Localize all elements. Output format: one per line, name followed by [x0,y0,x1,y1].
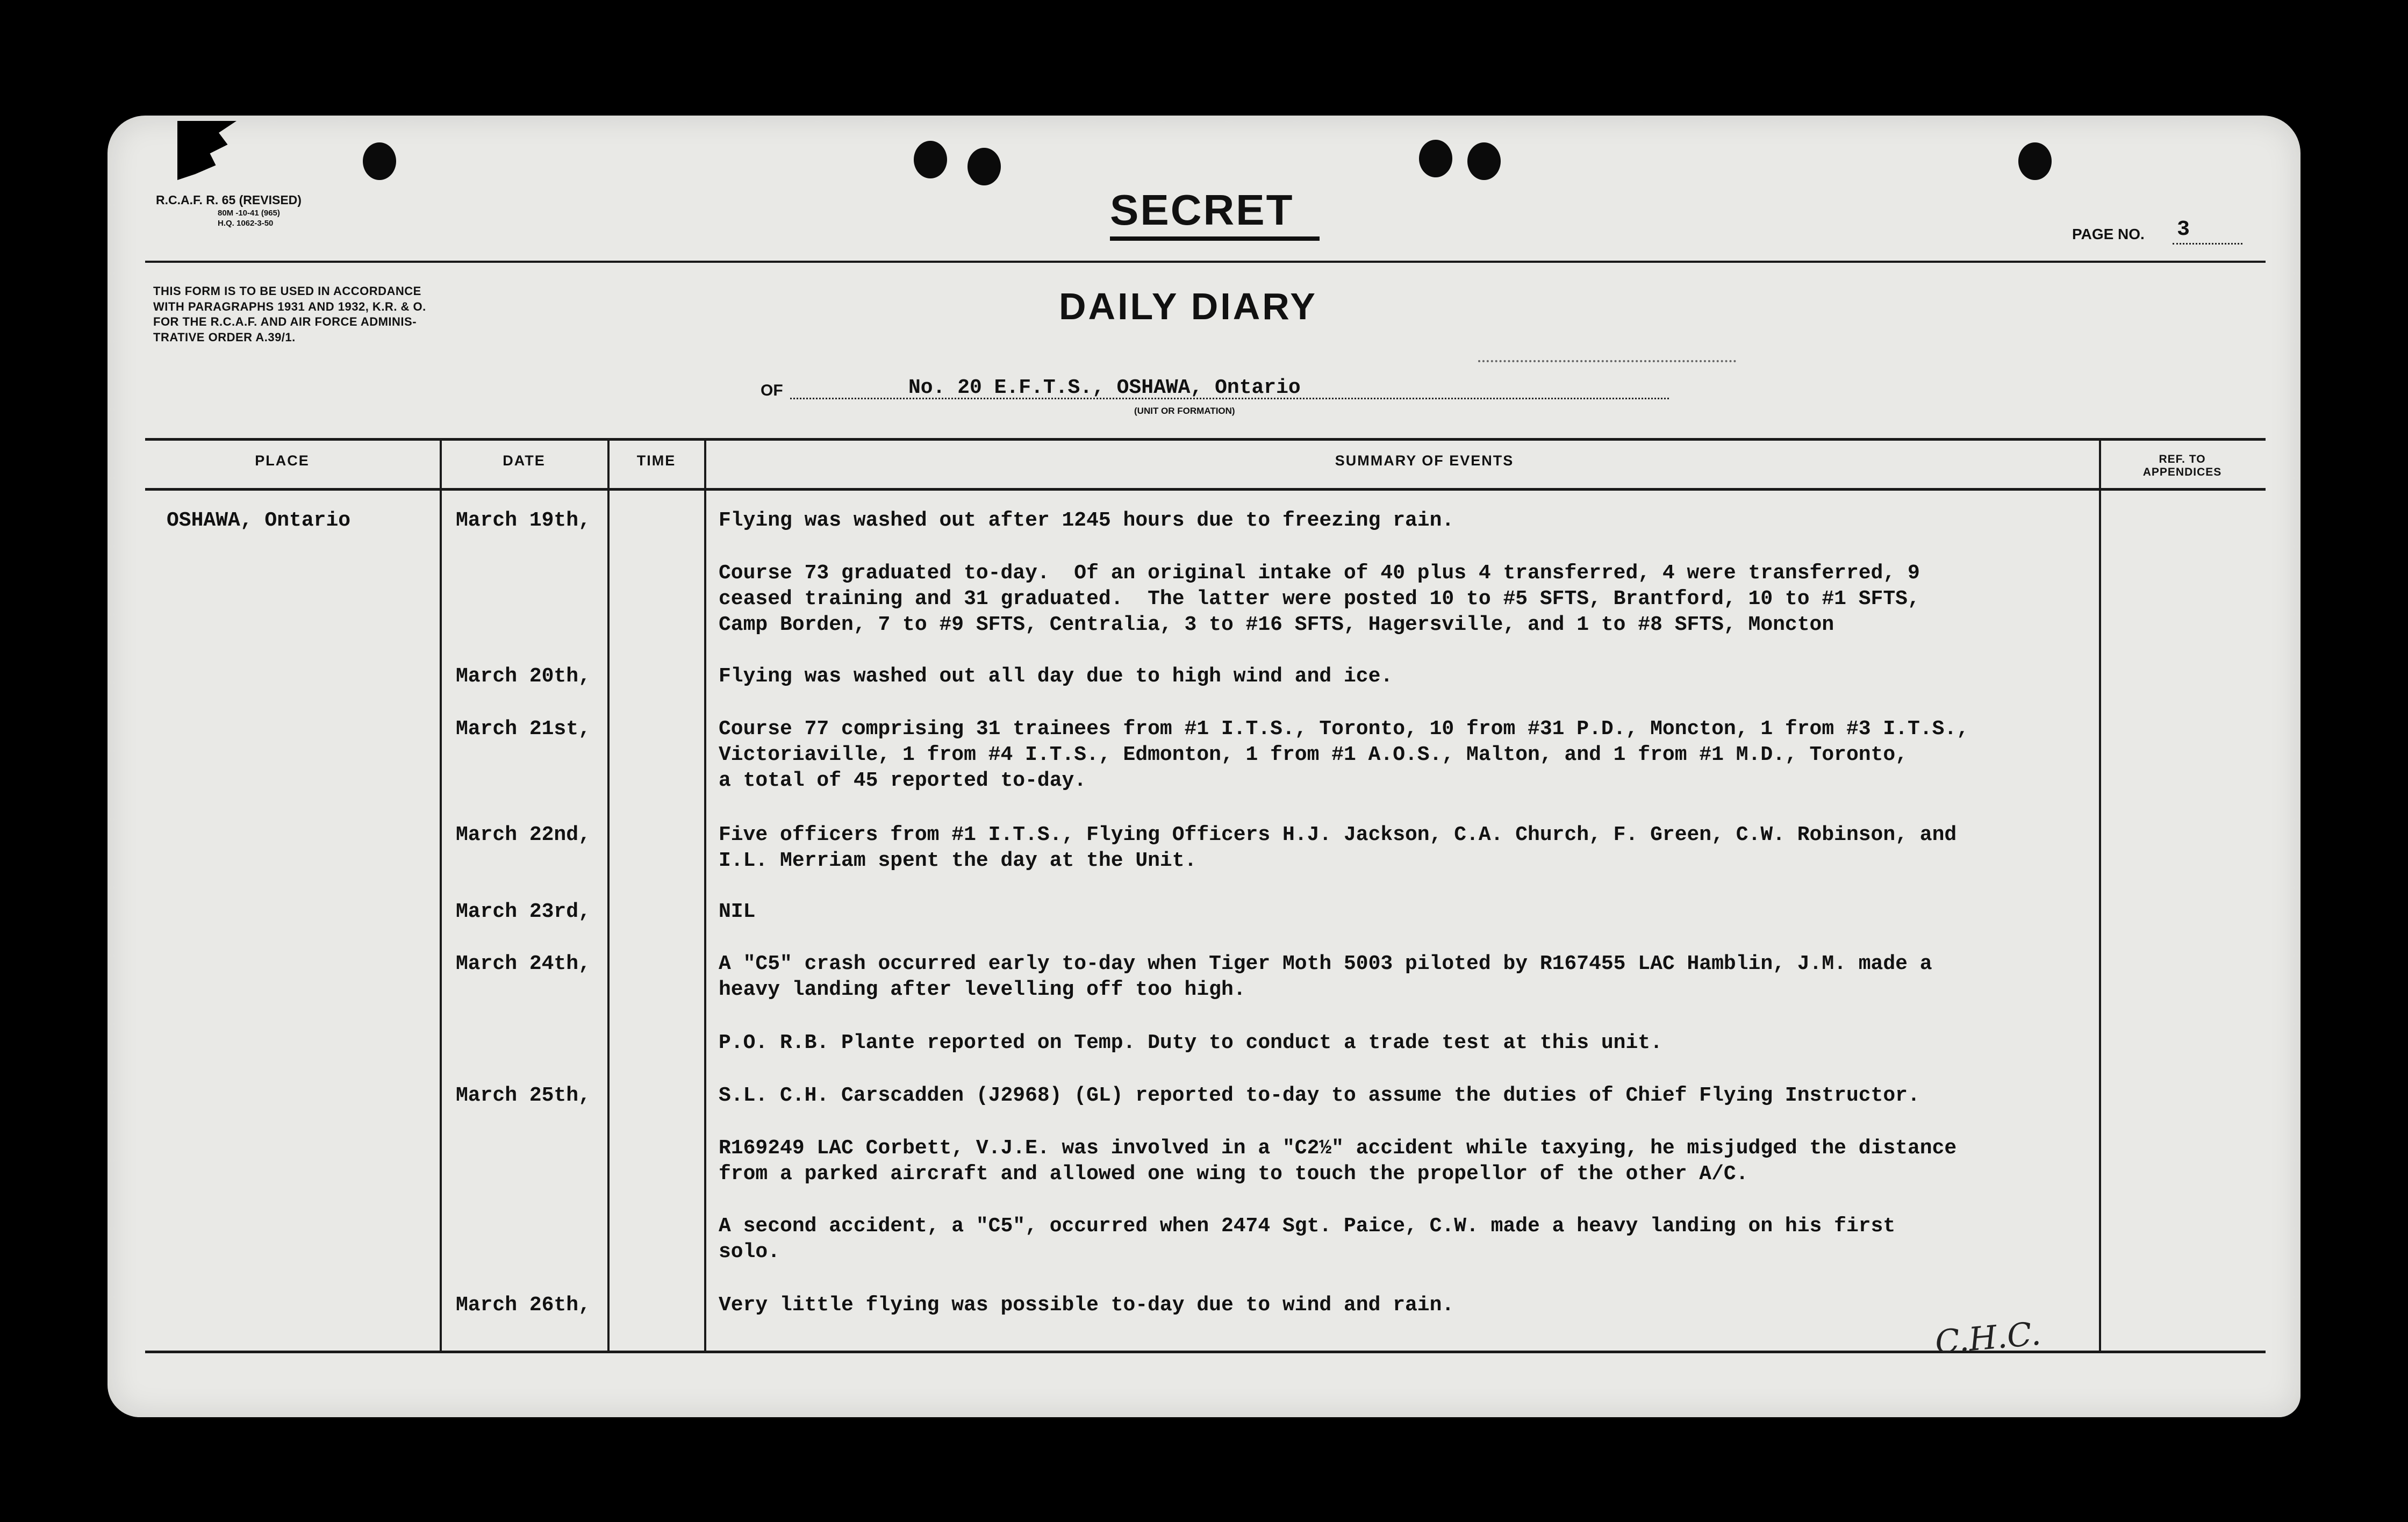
instruction-line: WITH PARAGRAPHS 1931 AND 1932, K.R. & O. [153,299,426,313]
summary-entry: Course 77 comprising 31 trainees from #1 I.T.S., Toronto, 10 from #31 P.D., Moncton, 1 from #3 I.T.S., Victoriaville, 1 from #4 I.T.S., Edmonton, 1 from #1 A.O.S., Malton, and 1 from #1 M.D., Toronto, a total of 45 reported to-day. [719,717,1969,792]
date-cell: March 26th, [456,1294,591,1317]
punch-hole [914,141,947,178]
header-rule [145,261,2266,263]
column-divider [2099,441,2101,1352]
page-number-label: PAGE NO. [2072,226,2145,242]
summary-entry: Course 73 graduated to-day. Of an original intake of 40 plus 4 transferred, 4 were transferred, 9 ceased training and 31 graduated. The latter were posted 10 to #5 SFTS, Brantford, 10 to #1 SFTS, Camp Borden, 7 to #9 SFTS, Centralia, 3 to #16 SFTS, Hagersville, and 1 to #8 SFTS, Moncton [719,562,1920,636]
classification-underline [1110,236,1320,241]
date-cell: March 24th, [456,952,591,975]
column-header-summary: SUMMARY OF EVENTS [1335,453,1514,469]
punch-hole [1419,140,1452,177]
unit-caption: (UNIT OR FORMATION) [1134,406,1235,416]
punch-hole [2018,142,2052,180]
of-label: OF [761,382,783,399]
instruction-line: TRATIVE ORDER A.39/1. [153,330,296,344]
column-divider [440,441,442,1352]
column-header-place: PLACE [255,453,310,469]
ref-header-line: REF. TO [2159,453,2206,465]
faint-dotted-line [1478,360,1736,362]
handwritten-initials: C.H.C. [1933,1315,2042,1362]
summary-entry: Very little flying was possible to-day due to wind and rain. [719,1294,1454,1317]
page-number-value: 3 [2177,218,2190,242]
summary-entry: NIL [719,900,756,923]
column-header-date: DATE [503,453,546,469]
table-top-rule [145,438,2266,441]
summary-entry: S.L. C.H. Carscadden (J2968) (GL) reported to-day to assume the duties of Chief Flying Instructor. [719,1084,1920,1107]
form-instructions [153,284,562,345]
form-number: R.C.A.F. R. 65 (REVISED) [156,193,302,207]
form-title: DAILY DIARY [1059,285,1317,327]
summary-entry: A "C5" crash occurred early to-day when Tiger Moth 5003 piloted by R167455 LAC Hamblin, J.M. made a heavy landing after levelling off too high. [719,952,1932,1001]
page-number-line [2173,243,2242,245]
unit-name: No. 20 E.F.T.S., OSHAWA, Ontario [908,376,1301,399]
date-cell: March 22nd, [456,823,591,846]
column-divider [607,441,610,1352]
column-header-ref [2102,453,2263,479]
summary-entry: P.O. R.B. Plante reported on Temp. Duty to conduct a trade test at this unit. [719,1031,1662,1054]
instruction-line: FOR THE R.C.A.F. AND AIR FORCE ADMINIS- [153,315,417,329]
print-code: 80M -10-41 (965) [218,208,280,218]
summary-entry: Flying was washed out after 1245 hours due to freezing rain. [719,509,1454,532]
punch-hole [968,148,1001,185]
summary-entry: Flying was washed out all day due to high wind and ice. [719,665,1393,688]
date-cell: March 23rd, [456,900,591,923]
summary-entry: R169249 LAC Corbett, V.J.E. was involved in a "C2½" accident while taxying, he misjudged the distance from a parked aircraft and allowed one wing to touch the propellor of the other A/C. [719,1137,1957,1186]
punch-hole [363,142,396,180]
ref-header-line: APPENDICES [2142,466,2222,478]
place-cell: OSHAWA, Ontario [167,509,351,532]
date-cell: March 25th, [456,1084,591,1107]
hq-code: H.Q. 1062-3-50 [218,219,274,228]
column-header-rule [145,488,2266,491]
summary-entry: A second accident, a "C5", occurred when 2474 Sgt. Paice, C.W. made a heavy landing on his first solo. [719,1215,1896,1263]
punch-hole [1467,142,1501,180]
date-cell: March 21st, [456,717,591,741]
form-identifier [156,192,302,229]
classification-stamp: SECRET [1110,186,1294,234]
summary-entry: Five officers from #1 I.T.S., Flying Officers H.J. Jackson, C.A. Church, F. Green, C.W. Robinson, and I.L. Merriam spent the day at the Unit. [719,823,1957,872]
date-cell: March 20th, [456,665,591,688]
column-header-time: TIME [636,453,676,469]
instruction-line: THIS FORM IS TO BE USED IN ACCORDANCE [153,284,421,298]
column-divider [704,441,706,1352]
date-cell: March 19th, [456,509,591,532]
